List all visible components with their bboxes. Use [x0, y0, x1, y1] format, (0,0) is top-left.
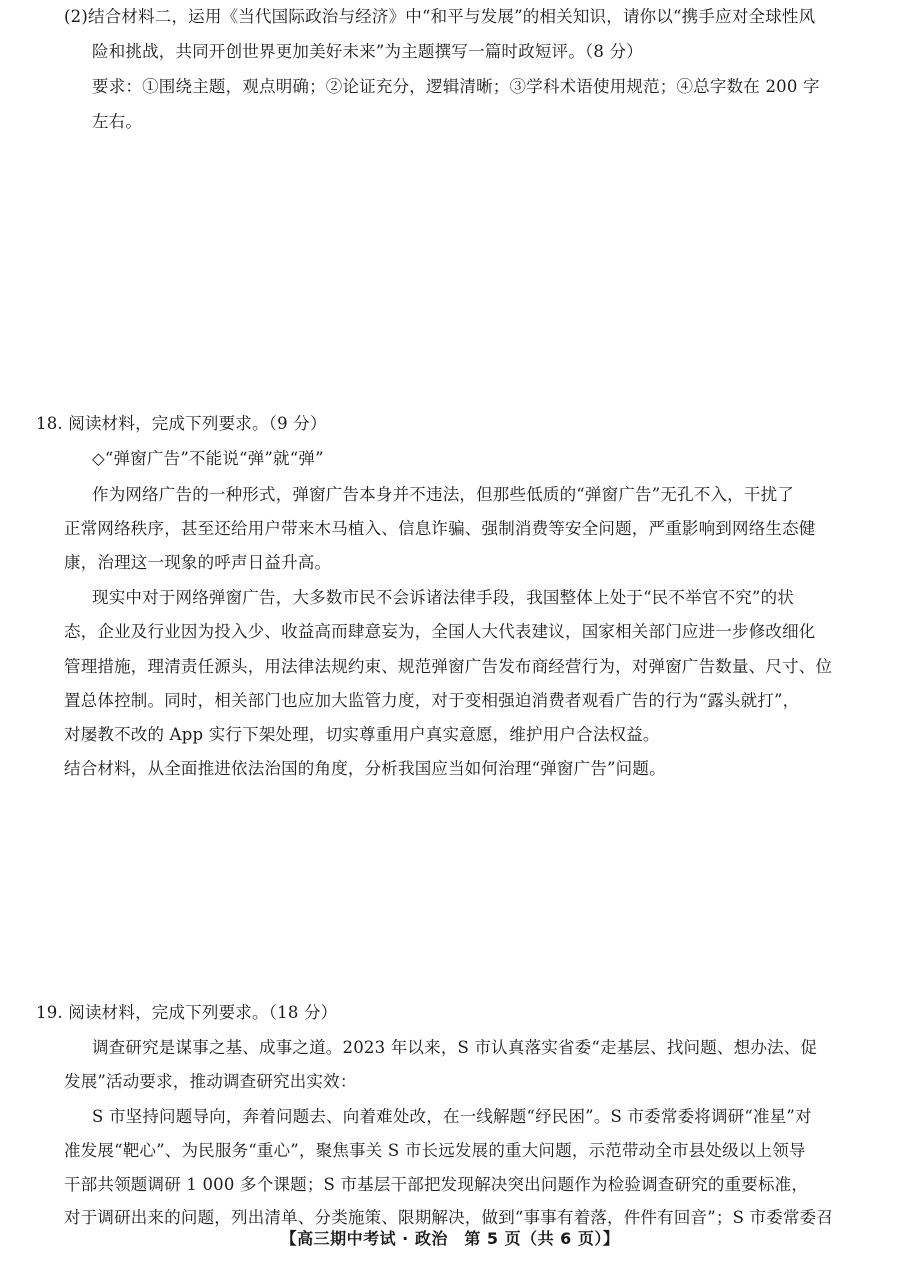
q19-heading: 19. 阅读材料，完成下列要求。（18 分）: [36, 1003, 338, 1022]
q19-para1-line2: 发展”活动要求，推动调查研究出实效：: [64, 1072, 357, 1091]
q19-para2-line2: 准发展“靶心”、为民服务“重心”，聚焦事关 S 市长远发展的重大问题，示范带动全市县处级以上领导: [64, 1141, 806, 1160]
q18-para2-line1: 现实中对于网络弹窗广告，大多数市民不会诉诸法律手段，我国整体上处于“民不举官不究”的状: [92, 588, 794, 607]
page-footer: 【高三期中考试 · 政治 第 5 页（共 6 页）】: [280, 1229, 620, 1248]
q18-para1-line3: 康，治理这一现象的呼声日益升高。: [64, 553, 332, 572]
q17-part2-line2: 险和挑战，共同开创世界更加美好未来”为主题撰写一篇时政短评。（8 分）: [92, 42, 643, 61]
q18-para2-line5: 对屡教不改的 App 实行下架处理，切实尊重用户真实意愿，维护用户合法权益。: [64, 725, 660, 744]
q18-para1-line1: 作为网络广告的一种形式，弹窗广告本身并不违法，但那些低质的“弹窗广告”无孔不入，干扰了: [92, 485, 794, 504]
q19-para2-line4: 对于调研出来的问题，列出清单、分类施策、限期解决，做到“事事有着落，件件有回音”；S 市委常委召: [64, 1208, 834, 1227]
q18-para2-line2: 态，企业及行业因为投入少、收益高而肆意妄为，全国人大代表建议，国家相关部门应进一步修改细化: [64, 622, 816, 641]
q18-para1-line2: 正常网络秩序，甚至还给用户带来木马植入、信息诈骗、强制消费等安全问题，严重影响到网络生态健: [64, 519, 816, 538]
q18-subtitle: ◇“弹窗广告”不能说“弹”就“弹”: [92, 449, 324, 468]
q17-part2-line1: (2)结合材料二，运用《当代国际政治与经济》中“和平与发展”的相关知识，请你以“携手应对全球性风: [64, 7, 816, 26]
q19-para2-line3: 干部共领题调研 1 000 多个课题；S 市基层干部把发现解决突出问题作为检验调查研究的重要标准，: [64, 1175, 809, 1194]
q18-heading: 18. 阅读材料，完成下列要求。（9 分）: [36, 414, 327, 433]
q17-requirements-line1: 要求：①围绕主题，观点明确；②论证充分，逻辑清晰；③学科术语使用规范；④总字数在 200 字: [92, 77, 820, 96]
q18-para2-line4: 置总体控制。同时，相关部门也应加大监管力度，对于变相强迫消费者观看广告的行为“露头就打”，: [64, 691, 800, 710]
q19-para1-line1: 调查研究是谋事之基、成事之道。2023 年以来，S 市认真落实省委“走基层、找问题、想办法、促: [92, 1038, 818, 1057]
q19-para2-line1: S 市坚持问题导向，奔着问题去、向着难处改，在一线解题“纾民困”。S 市委常委将调研“准星”对: [92, 1107, 812, 1126]
q18-question: 结合材料，从全面推进依法治国的角度，分析我国应当如何治理“弹窗广告”问题。: [64, 759, 666, 778]
q18-para2-line3: 管理措施，理清责任源头，用法律法规约束、规范弹窗广告发布商经营行为，对弹窗广告数量、尺寸、位: [64, 657, 833, 676]
q17-requirements-line2: 左右。: [92, 112, 143, 131]
